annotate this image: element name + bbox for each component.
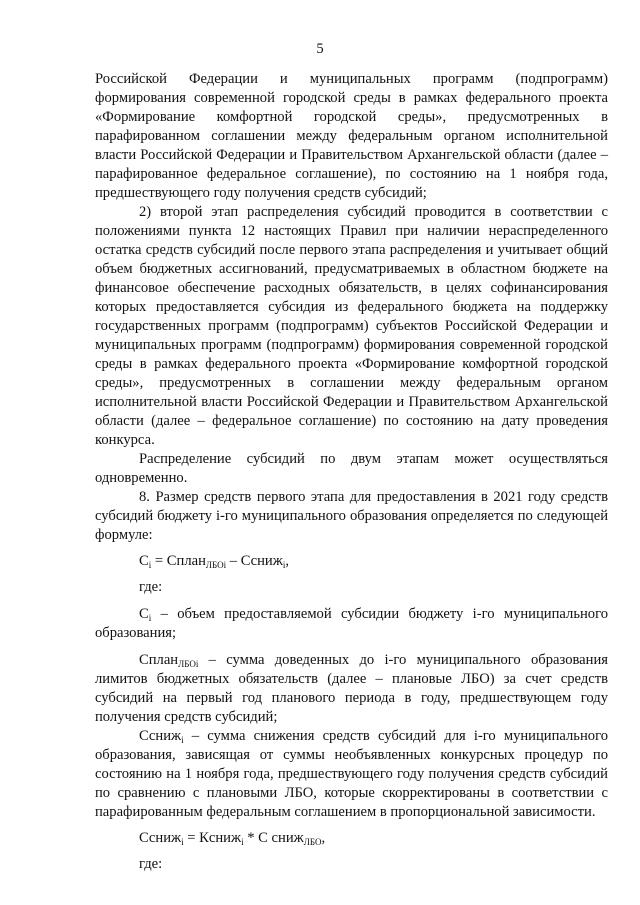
paragraph-item-8: 8. Размер средств первого этапа для предоставления в 2021 году средств субсидий бюджету i-го муниципального образования определяется по следующей формуле: bbox=[95, 489, 608, 543]
definition-c-snizh: Ссниж$_i$ – сумма снижения средств субсидий для i-го муниципального образования, зависящая от суммы необъявленных конкурсных процедур по состоянию на 1 ноября года, предшествующего году получения средств субсидий по сравнению с плановыми ЛБО, которые скорректированы в соответствии с парафированным федеральным соглашением в пропорциональной зависимости. bbox=[95, 728, 608, 820]
formula-subsidy: $С_i$ = Сплан$_{ЛБОi}$ – Ссниж$_i$, bbox=[139, 553, 289, 570]
paragraph-second-stage: 2) второй этап распределения субсидий проводится в соответствии с положениями пункта 12 настоящих Правил при наличии нераспределенного остатка средств субсидий после первого этапа распределения и учитывает общий объем бюджетных ассигнований, предусматриваемых в областном бюджете на финансовое обеспечение расходных обязательств, в целях софинансирования которых предоставляется субсидия из федерального бюджета на поддержку государственных программ (подпрограмм) субъектов Российской Федерации и муниципальных программ (подпрограмм) формирования современной городской среды в рамках федерального проекта «Формирование комфортной городской среды», предусмотренных в соглашении между федеральным органом исполнительной власти Российской Федерации и Правительством Архангельской области (далее – федеральное соглашение) по состоянию на дату проведения конкурса. bbox=[95, 204, 608, 448]
page-number: 5 bbox=[316, 41, 324, 57]
document-body bbox=[95, 70, 608, 874]
paragraph-distribution: Распределение субсидий по двум этапам может осуществляться одновременно. bbox=[95, 451, 608, 486]
where-label: где: bbox=[139, 579, 163, 595]
definition-c-plan: Сплан$_{ЛБОi}$ – сумма доведенных до i-го муниципального образования лимитов бюджетных обязательств (далее – плановые ЛБО) за счет средств субсидий на первый год планового периода в году, предшествующем году получения средств субсидий; bbox=[95, 652, 608, 725]
paragraph-continuation: Российской Федерации и муниципальных программ (подпрограмм) формирования современной городской среды в рамках федерального проекта «Формирование комфортной городской среды», предусмотренных в парафированном соглашении между федеральным органом исполнительной власти Российской Федерации и Правительством Архангельской области (далее – парафированное федеральное соглашение), по состоянию на 1 ноября года, предшествующего году получения средств субсидий; bbox=[95, 71, 608, 201]
definition-c-i: $С_i$ – объем предоставляемой субсидии бюджету i-го муниципального образования; bbox=[95, 606, 608, 641]
formula-reduction: Ссниж$_i$ = Кcниж$_i$ * С сниж$_{ЛБО}$, bbox=[139, 830, 326, 847]
where-label-2: где: bbox=[139, 856, 163, 872]
